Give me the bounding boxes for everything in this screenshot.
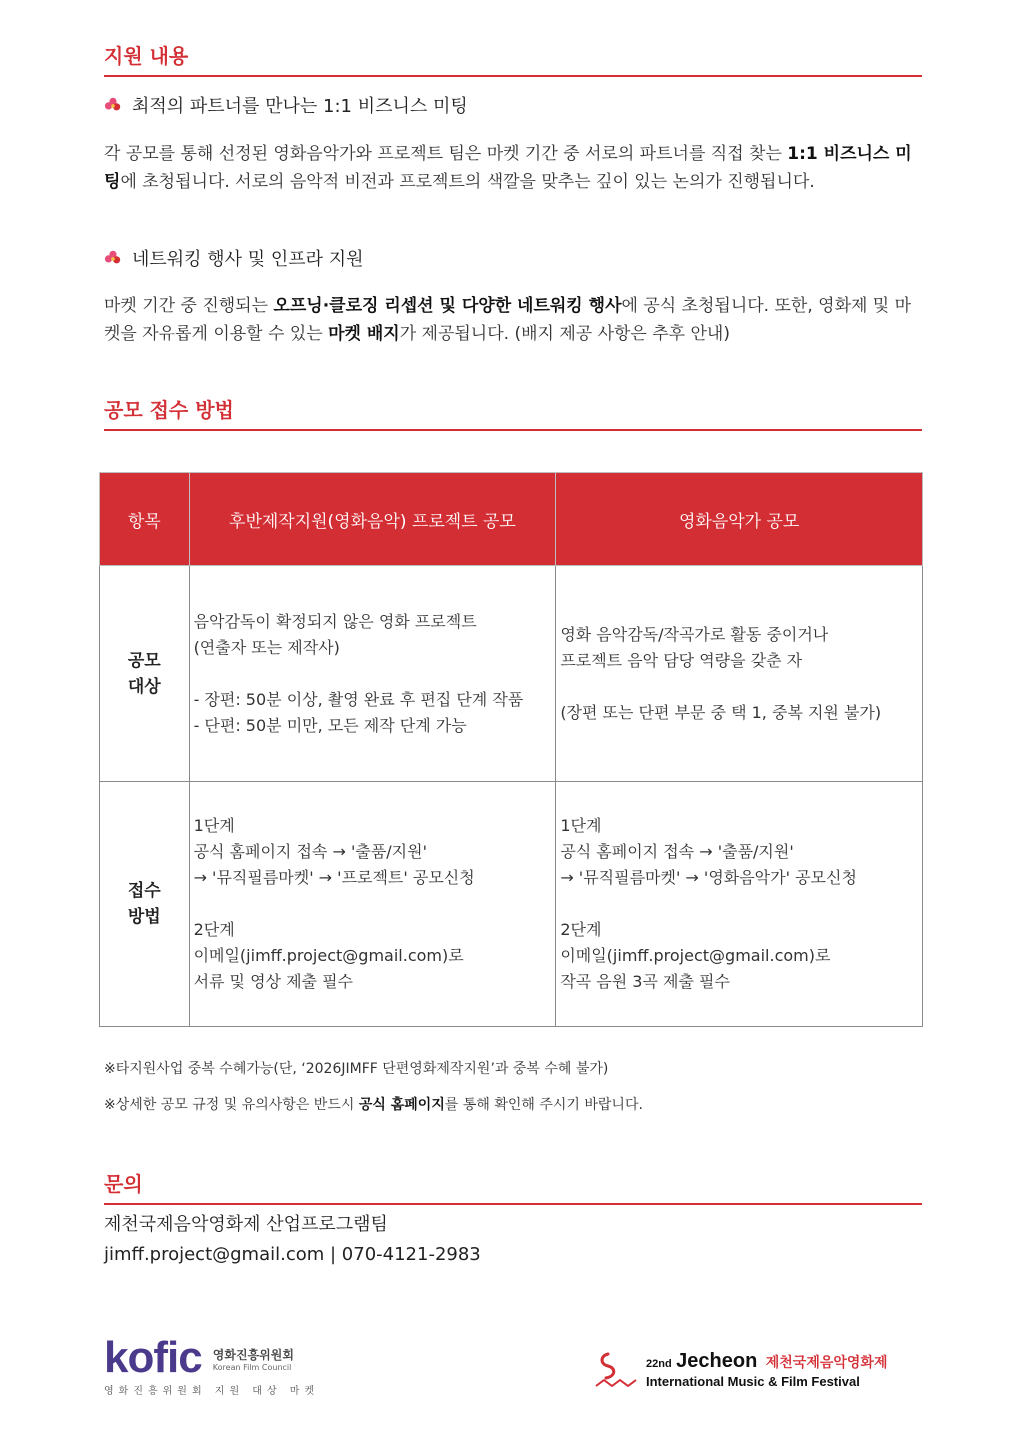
- cell-line: (장편 또는 단편 부문 중 택 1, 중복 지원 불가): [560, 702, 882, 722]
- jimff-wave-icon: [594, 1350, 642, 1390]
- cell-line: 이메일(jimff.project@gmail.com)로: [193, 946, 464, 965]
- cell-line: 1단계: [193, 816, 235, 835]
- networking-bold-1: 오프닝·클로징 리셉션 및 다양한 네트워킹 행사: [273, 296, 622, 316]
- jimff-top-line: [646, 1350, 887, 1373]
- target-composer-cell: [556, 566, 923, 782]
- networking-text-2: 에 공식 초청됩니다. 또한, 영화제 및 마켓을 자유롭게 이용할 수 있는: [104, 296, 912, 344]
- apply-table: [99, 472, 923, 1027]
- cell-line: 프로젝트 음악 담당 역량을 갖춘 자: [560, 650, 803, 670]
- row-head-method: [100, 782, 190, 1027]
- table-row: [100, 782, 923, 1027]
- cell-line: 2단계: [193, 920, 235, 939]
- cell-line: → '뮤직필름마켓' → '프로젝트' 공모신청: [193, 868, 475, 887]
- cell-line: → '뮤직필름마켓' → '영화음악가' 공모신청: [560, 868, 857, 887]
- cell-gap: [194, 661, 552, 687]
- networking-text-3: 가 제공됩니다. (배지 제공 사항은 추후 안내): [399, 324, 730, 344]
- table-header: 항목: [100, 473, 190, 566]
- cell-gap: [194, 891, 552, 917]
- section-title-text: 지원 내용: [104, 44, 189, 68]
- note-text-2: 를 통해 확인해 주시기 바랍니다.: [444, 1097, 643, 1113]
- jimff-korean-name: 제천국제음악영화제: [765, 1354, 888, 1370]
- cell-gap: [560, 674, 918, 700]
- bullet-meeting-title: 최적의 파트너를 만나는 1:1 비즈니스 미팅: [132, 96, 468, 117]
- cell-line: 음악감독이 확정되지 않은 영화 프로젝트: [193, 611, 477, 631]
- row-head-line: 대상: [127, 676, 161, 697]
- table-row: [100, 566, 923, 782]
- contact-block: [104, 1210, 481, 1270]
- cell-line: 1단계: [560, 816, 602, 835]
- meeting-bold: 1:1 비즈니스 미팅: [104, 144, 912, 192]
- kofic-english-name: Korean Film Council: [212, 1363, 292, 1372]
- jimff-english-name: International Music & Film Festival: [646, 1374, 860, 1389]
- networking-bold-2: 마켓 배지: [328, 324, 400, 344]
- target-project-cell: [189, 566, 556, 782]
- section-title-apply: [104, 394, 922, 431]
- kofic-logo: [104, 1333, 320, 1397]
- table-header: 후반제작지원(영화음악) 프로젝트 공모: [189, 473, 556, 566]
- cell-line: - 단편: 50분 미만, 모든 제작 단계 가능: [193, 715, 467, 735]
- cell-line: (연출자 또는 제작사): [193, 637, 340, 657]
- section-title-text: 공모 접수 방법: [104, 398, 234, 422]
- cell-line: 2단계: [560, 920, 602, 939]
- meeting-paragraph: [104, 140, 922, 196]
- cell-gap: [560, 891, 918, 917]
- cell-line: - 장편: 50분 이상, 촬영 완료 후 편집 단계 작품: [193, 689, 524, 709]
- method-composer-cell: [556, 782, 923, 1027]
- flower-icon: [104, 96, 122, 114]
- note-homepage-link[interactable]: 공식 홈페이지: [358, 1097, 445, 1113]
- table-header-row: [100, 473, 923, 566]
- cell-line: 영화 음악감독/작곡가로 활동 중이거나: [560, 624, 829, 644]
- note-homepage: [104, 1094, 643, 1114]
- cell-line: 서류 및 영상 제출 필수: [193, 972, 354, 991]
- bullet-networking-title: 네트워킹 행사 및 인프라 지원: [132, 249, 364, 270]
- kofic-korean-name: 영화진흥위원회: [212, 1348, 294, 1362]
- note-text-1: ※상세한 공모 규정 및 유의사항은 반드시: [104, 1097, 359, 1113]
- meeting-text-1: 각 공모를 통해 선정된 영화음악가와 프로젝트 팀은 마켓 기간 중 서로의 파트너를 직접 찾는: [104, 144, 788, 164]
- section-title-text: 문의: [104, 1172, 143, 1196]
- jimff-name: Jecheon: [676, 1350, 758, 1372]
- cell-line: 공식 홈페이지 접속 → '출품/지원': [193, 842, 427, 861]
- meeting-text-2: 에 초청됩니다. 서로의 음악적 비전과 프로젝트의 색깔을 맞추는 깊이 있는 논의가 진행됩니다.: [120, 172, 815, 192]
- contact-email-phone[interactable]: jimff.project@gmail.com | 070-4121-2983: [104, 1244, 481, 1265]
- section-title-contact: [104, 1168, 922, 1205]
- table-header: 영화음악가 공모: [556, 473, 923, 566]
- jimff-logo: [594, 1350, 924, 1392]
- flower-icon: [104, 249, 122, 267]
- cell-line: 이메일(jimff.project@gmail.com)로: [560, 946, 831, 965]
- kofic-side: [213, 1346, 294, 1372]
- row-head-target: [100, 566, 190, 782]
- row-head-line: 방법: [127, 907, 161, 927]
- row-head-line: 접수: [127, 881, 161, 901]
- method-project-cell: [189, 782, 556, 1027]
- kofic-wordmark: kofic: [104, 1333, 202, 1382]
- contact-team: 제천국제음악영화제 산업프로그램팀: [104, 1214, 388, 1235]
- note-duplicate: ※타지원사업 중복 수혜가능(단, ‘2026JIMFF 단편영화제작지원’과 중복 수혜 불가): [104, 1061, 609, 1077]
- kofic-subtitle: 영화진흥위원회 지원 대상 마켓: [104, 1386, 320, 1397]
- cell-line: 공식 홈페이지 접속 → '출품/지원': [560, 842, 794, 861]
- section-title-support: [104, 40, 922, 77]
- networking-text-1: 마켓 기간 중 진행되는: [104, 296, 274, 316]
- row-head-line: 공모: [127, 650, 161, 671]
- cell-line: 작곡 음원 3곡 제출 필수: [560, 972, 730, 991]
- bullet-networking: [104, 245, 364, 271]
- jimff-edition: 22nd: [646, 1358, 672, 1370]
- networking-paragraph: [104, 292, 922, 348]
- bullet-meeting: [104, 92, 468, 118]
